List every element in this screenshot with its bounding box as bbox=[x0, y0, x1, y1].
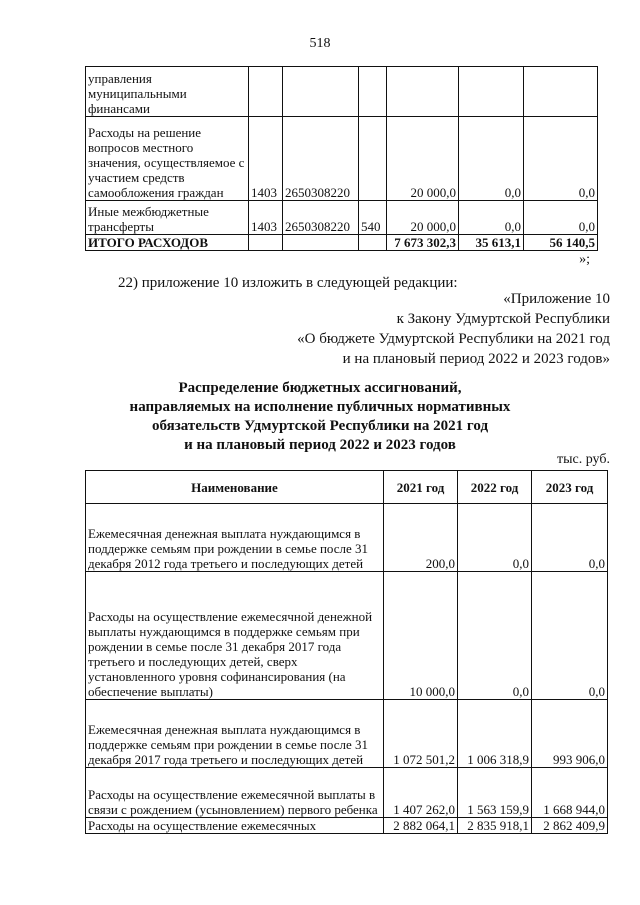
row-name: Иные межбюджетные трансферты bbox=[86, 201, 249, 235]
row-name: Расходы на осуществление ежемесячной денежной выплаты нуждающимся в поддержке семьям при рождении в семье после 31 декабря 2017 года третьего и последующих детей, сверх установленного уровня софинансирования (на обеспечение выплаты) bbox=[86, 572, 384, 700]
row-type bbox=[359, 117, 387, 201]
title-line: направляемых на исполнение публичных нормативных bbox=[129, 399, 511, 415]
total-2022: 35 613,1 bbox=[459, 235, 524, 251]
row-section bbox=[249, 67, 283, 117]
annex-line: к Закону Удмуртской Республики bbox=[396, 311, 610, 327]
row-2021: 2 882 064,1 bbox=[384, 818, 458, 834]
table-row bbox=[86, 67, 598, 117]
row-name: Расходы на осуществление ежемесячной выплаты в связи с рождением (усыновлением) первого ребенка bbox=[86, 768, 384, 818]
annex-line: «Приложение 10 bbox=[503, 291, 610, 307]
expenses-table-continued bbox=[85, 66, 598, 251]
row-name: Ежемесячная денежная выплата нуждающимся в поддержке семьям при рождении в семье после 31 декабря 2017 года третьего и последующих детей bbox=[86, 700, 384, 768]
row-2021: 10 000,0 bbox=[384, 572, 458, 700]
table-row bbox=[86, 117, 598, 201]
row-type bbox=[359, 67, 387, 117]
row-2021: 20 000,0 bbox=[387, 201, 459, 235]
row-code: 2650308220 bbox=[283, 117, 359, 201]
row-2023: 993 906,0 bbox=[532, 700, 608, 768]
table-row bbox=[86, 768, 608, 818]
row-2022: 1 006 318,9 bbox=[458, 700, 532, 768]
row-2022: 2 835 918,1 bbox=[458, 818, 532, 834]
total-empty bbox=[359, 235, 387, 251]
header-2023: 2023 год bbox=[532, 471, 608, 504]
row-2021: 20 000,0 bbox=[387, 117, 459, 201]
row-2023: 0,0 bbox=[532, 504, 608, 572]
closing-quote: »; bbox=[579, 252, 590, 267]
table-row bbox=[86, 818, 608, 834]
table-row bbox=[86, 700, 608, 768]
row-name: Расходы на решение вопросов местного значения, осуществляемое с участием средств самообложения граждан bbox=[86, 117, 249, 201]
total-2023: 56 140,5 bbox=[524, 235, 598, 251]
row-name: Ежемесячная денежная выплата нуждающимся в поддержке семьям при рождении в семье после 31 декабря 2012 года третьего и последующих детей bbox=[86, 504, 384, 572]
row-section: 1403 bbox=[249, 201, 283, 235]
total-label: ИТОГО РАСХОДОВ bbox=[86, 235, 249, 251]
header-2022: 2022 год bbox=[458, 471, 532, 504]
row-2022 bbox=[459, 67, 524, 117]
row-2023: 2 862 409,9 bbox=[532, 818, 608, 834]
row-code: 2650308220 bbox=[283, 201, 359, 235]
units-label: тыс. руб. bbox=[557, 452, 610, 467]
instruction-text: 22) приложение 10 изложить в следующей редакции: bbox=[118, 275, 458, 291]
row-2021 bbox=[387, 67, 459, 117]
row-2022: 0,0 bbox=[459, 201, 524, 235]
annex-line: и на плановый период 2022 и 2023 годов» bbox=[342, 351, 610, 367]
row-2022: 0,0 bbox=[459, 117, 524, 201]
row-2023 bbox=[524, 67, 598, 117]
row-2021: 1 072 501,2 bbox=[384, 700, 458, 768]
table-row bbox=[86, 201, 598, 235]
row-2023: 1 668 944,0 bbox=[532, 768, 608, 818]
row-name: управления муниципальными финансами bbox=[86, 67, 249, 117]
title-line: Распределение бюджетных ассигнований, bbox=[178, 380, 462, 396]
row-2022: 0,0 bbox=[458, 572, 532, 700]
row-2022: 1 563 159,9 bbox=[458, 768, 532, 818]
document-title bbox=[0, 379, 640, 455]
row-2022: 0,0 bbox=[458, 504, 532, 572]
total-empty bbox=[283, 235, 359, 251]
table-row bbox=[86, 504, 608, 572]
row-code bbox=[283, 67, 359, 117]
row-section: 1403 bbox=[249, 117, 283, 201]
row-2023: 0,0 bbox=[524, 201, 598, 235]
header-name: Наименование bbox=[86, 471, 384, 504]
row-2023: 0,0 bbox=[532, 572, 608, 700]
obligations-table bbox=[85, 470, 608, 834]
table-header-row bbox=[86, 471, 608, 504]
row-2023: 0,0 bbox=[524, 117, 598, 201]
row-name: Расходы на осуществление ежемесячных bbox=[86, 818, 384, 834]
page-number: 518 bbox=[309, 36, 331, 51]
title-line: обязательств Удмуртской Республики на 2021 год bbox=[151, 418, 489, 434]
annex-line: «О бюджете Удмуртской Республики на 2021 год bbox=[297, 331, 610, 347]
row-2021: 1 407 262,0 bbox=[384, 768, 458, 818]
header-2021: 2021 год bbox=[384, 471, 458, 504]
title-line: и на плановый период 2022 и 2023 годов bbox=[184, 437, 456, 453]
total-2021: 7 673 302,3 bbox=[387, 235, 459, 251]
annex-header bbox=[190, 289, 610, 369]
total-empty bbox=[249, 235, 283, 251]
row-2021: 200,0 bbox=[384, 504, 458, 572]
row-type: 540 bbox=[359, 201, 387, 235]
total-row bbox=[86, 235, 598, 251]
table-row bbox=[86, 572, 608, 700]
